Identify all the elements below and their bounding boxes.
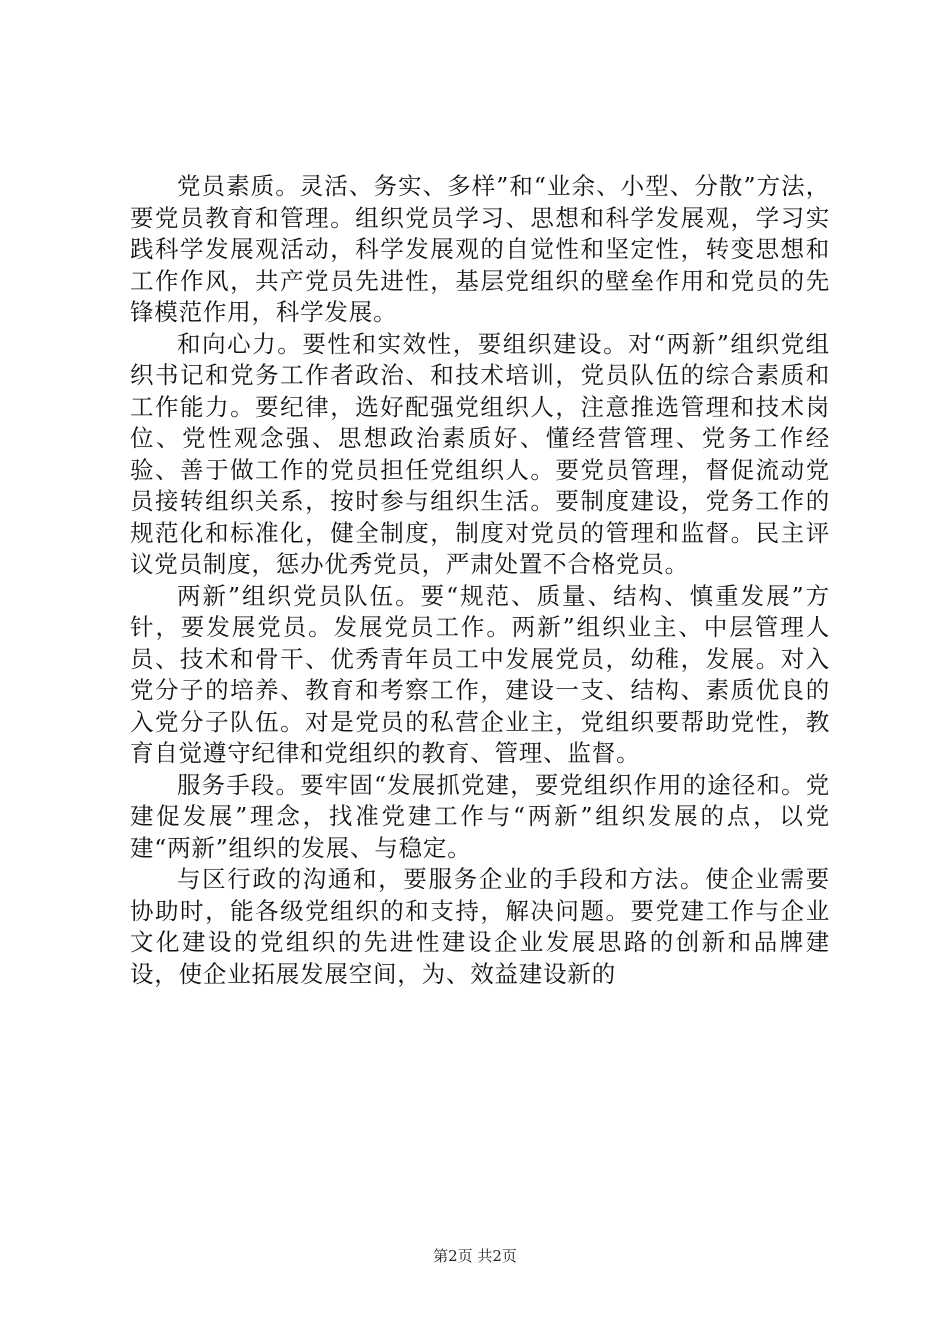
paragraph-4: 服务手段。要牢固“发展抓党建，要党组织作用的途径和。党建促发展”理念，找准党建工作与“两新”组织发展的点，以党建“两新”组织的发展、与稳定。 bbox=[130, 770, 830, 862]
page-footer: 第2页 共2页 bbox=[433, 1247, 517, 1265]
paragraph-2: 和向心力。要性和实效性，要组织建设。对“两新”组织党组织书记和党务工作者政治、和技术培训，党员队伍的综合素质和工作能力。要纪律，选好配强党组织人，注意推选管理和技术岗位、党性观念强、思想政治素质好、懂经营管理、党务工作经验、善于做工作的党员担任党组织人。要党员管理，督促流动党员接转组织关系，按时参与组织生活。要制度建设，党务工作的规范化和标准化，健全制度，制度对党员的管理和监督。民主评议党员制度，惩办优秀党员，严肃处置不合格党员。 bbox=[130, 329, 830, 578]
paragraph-3: 两新”组织党员队伍。要“规范、质量、结构、慎重发展”方针，要发展党员。发展党员工作。两新”组织业主、中层管理人员、技术和骨干、优秀青年员工中发展党员，幼稚，发展。对入党分子的培养、教育和考察工作，建设一支、结构、素质优良的入党分子队伍。对是党员的私营企业主，党组织要帮助党性，教育自觉遵守纪律和党组织的教育、管理、监督。 bbox=[130, 581, 830, 767]
document-body bbox=[130, 171, 830, 990]
paragraph-5: 与区行政的沟通和，要服务企业的手段和方法。使企业需要协助时，能各级党组织的和支持，解决问题。要党建工作与企业文化建设的党组织的先进性建设企业发展思路的创新和品牌建设，使企业拓展发展空间，为、效益建设新的 bbox=[130, 865, 830, 988]
paragraph-1: 党员素质。灵活、务实、多样”和“业余、小型、分散”方法，要党员教育和管理。组织党员学习、思想和科学发展观，学习实践科学发展观活动，科学发展观的自觉性和坚定性，转变思想和工作作风，共产党员先进性，基层党组织的壁垒作用和党员的先锋模范作用，科学发展。 bbox=[130, 172, 830, 326]
